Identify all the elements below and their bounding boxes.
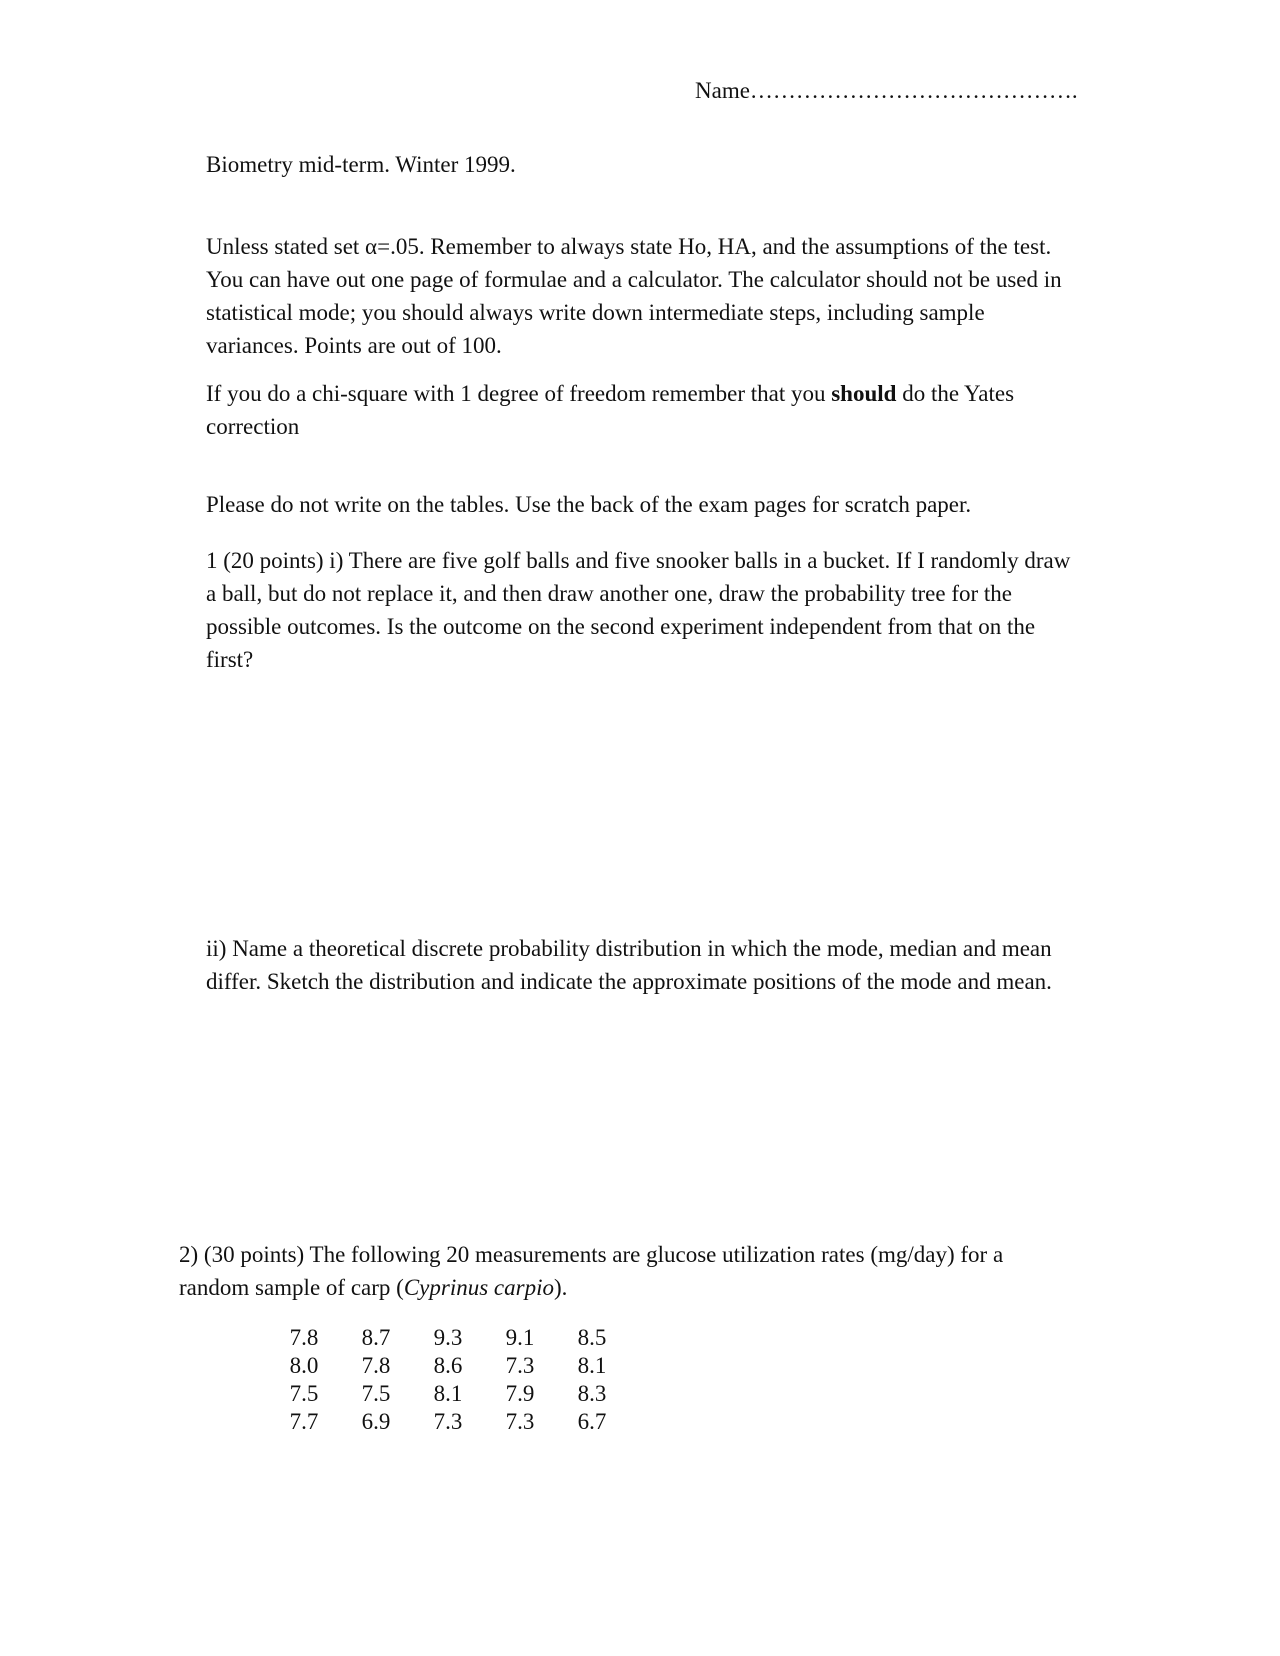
chi-note-emphasis: should [831,381,897,406]
data-cell: 8.5 [577,1325,607,1350]
data-cell: 7.5 [361,1381,391,1406]
data-cell: 6.9 [361,1409,391,1434]
data-cell: 7.8 [361,1353,391,1378]
data-cell: 9.3 [433,1325,463,1350]
data-cell: 8.3 [577,1381,607,1406]
name-field: Name……………………………………. [695,78,1078,103]
data-cell: 7.3 [433,1409,463,1434]
instructions-paragraph: Unless stated set α=.05. Remember to always state Ho, HA, and the assumptions of the test. You can have out one page of formulae and a calculator. The calculator should not be used in statistical mode; you should always write down intermediate steps, including sample variances. Points are out of 100. [206,234,1062,358]
data-cell: 7.8 [289,1325,319,1350]
glucose-data-table [268,1324,628,1436]
table-row [268,1380,628,1408]
data-cell: 8.7 [361,1325,391,1350]
data-cell: 7.9 [505,1381,535,1406]
data-cell: 7.7 [289,1409,319,1434]
question-2-text-before: 2) (30 points) The following 20 measurements are glucose utilization rates (mg/day) for a random sample of carp ( [179,1242,1004,1300]
question-1-part-i: 1 (20 points) i) There are five golf balls and five snooker balls in a bucket. If I randomly draw a ball, but do not replace it, and then draw another one, draw the probability tree for the possible outcomes. Is the outcome on the second experiment independent from that on the first? [206,548,1071,672]
chi-note-after: do the Yates correction [206,381,1015,439]
data-cell: 8.1 [433,1381,463,1406]
chi-square-note [206,377,1076,443]
question-2-text-after: ). [553,1275,568,1300]
question-2 [179,1238,1079,1304]
table-row [268,1352,628,1380]
question-1-part-ii: ii) Name a theoretical discrete probability distribution in which the mode, median and mean differ. Sketch the distribution and indicate the approximate positions of the mode and mean. [206,936,1052,994]
scratch-note: Please do not write on the tables. Use the back of the exam pages for scratch paper. [206,492,972,517]
data-cell: 8.1 [577,1353,607,1378]
exam-title: Biometry mid-term. Winter 1999. [206,152,516,177]
data-cell: 9.1 [505,1325,535,1350]
data-cell: 7.3 [505,1409,535,1434]
data-cell: 7.3 [505,1353,535,1378]
data-cell: 7.5 [289,1381,319,1406]
table-row [268,1324,628,1352]
data-cell: 8.6 [433,1353,463,1378]
data-cell: 6.7 [577,1409,607,1434]
data-cell: 8.0 [289,1353,319,1378]
table-row [268,1408,628,1436]
chi-note-before: If you do a chi-square with 1 degree of freedom remember that you [206,381,832,406]
species-name: Cyprinus carpio [403,1275,554,1300]
